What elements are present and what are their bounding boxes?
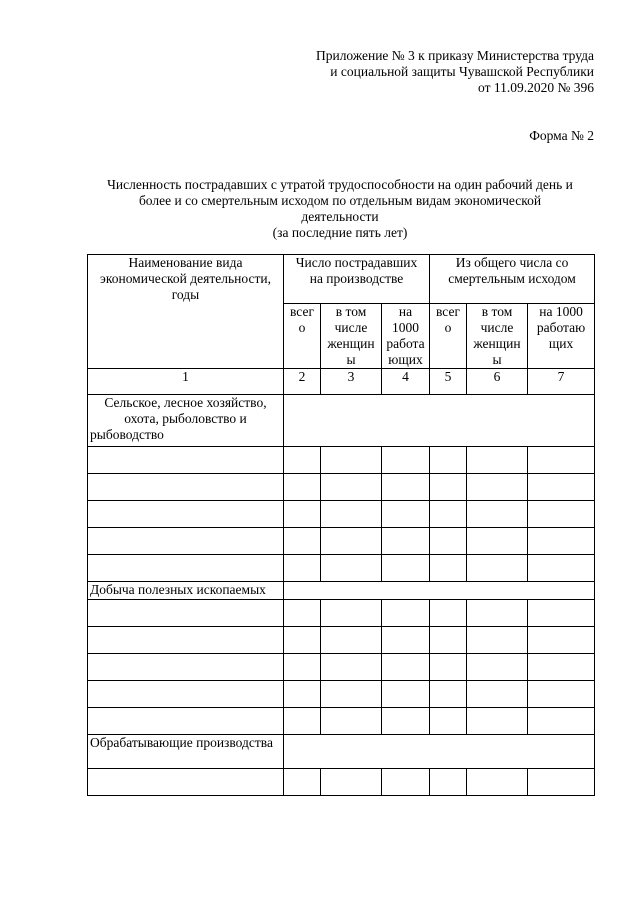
section-name: Сельское, лесное хозяйство, охота, рыболовство и рыбоводство — [88, 395, 284, 447]
section-name: Обрабатывающие производства — [88, 735, 284, 769]
title-line-3: деятельности — [301, 209, 379, 224]
subheader-fatal-per-1000: на 1000 работаю щих — [528, 304, 595, 369]
empty-cell — [467, 600, 528, 627]
empty-cell — [430, 501, 467, 528]
column-number: 7 — [528, 369, 595, 395]
form-number: Форма № 2 — [529, 128, 594, 143]
empty-cell — [467, 654, 528, 681]
empty-cell — [528, 501, 595, 528]
section-row — [88, 582, 595, 600]
empty-cell — [284, 654, 321, 681]
empty-cell — [467, 447, 528, 474]
title-line-4: (за последние пять лет) — [272, 225, 408, 240]
empty-cell — [382, 654, 430, 681]
subheader-total: всег о — [284, 304, 321, 369]
empty-cell — [430, 600, 467, 627]
empty-cell — [382, 681, 430, 708]
empty-cell — [467, 555, 528, 582]
empty-cell — [284, 681, 321, 708]
empty-cell — [382, 600, 430, 627]
header-injured-total: Число пострадавших на производстве — [284, 255, 430, 304]
column-number: 2 — [284, 369, 321, 395]
table-row — [88, 501, 595, 528]
table-row — [88, 708, 595, 735]
empty-cell — [382, 501, 430, 528]
empty-cell — [528, 708, 595, 735]
empty-cell — [528, 474, 595, 501]
subheader-fatal-total: всег о — [430, 304, 467, 369]
empty-cell — [284, 474, 321, 501]
empty-cell — [88, 681, 284, 708]
subheader-women: в том числе женщин ы — [321, 304, 382, 369]
empty-cell — [528, 600, 595, 627]
empty-cell — [88, 769, 284, 796]
empty-cell — [430, 654, 467, 681]
empty-cell — [382, 447, 430, 474]
empty-cell — [467, 528, 528, 555]
empty-cell — [430, 681, 467, 708]
empty-cell — [88, 600, 284, 627]
empty-cell — [284, 600, 321, 627]
empty-cell — [430, 528, 467, 555]
empty-cell — [430, 555, 467, 582]
empty-cell — [528, 769, 595, 796]
empty-cell — [382, 528, 430, 555]
empty-cell — [382, 555, 430, 582]
empty-cell — [88, 654, 284, 681]
empty-cell — [88, 555, 284, 582]
empty-cell — [321, 654, 382, 681]
empty-cell — [528, 627, 595, 654]
table-row — [88, 555, 595, 582]
empty-cell — [430, 627, 467, 654]
table-row — [88, 600, 595, 627]
table-row — [88, 474, 595, 501]
appendix-line-2: и социальной защиты Чувашской Республики — [330, 64, 594, 79]
empty-cell — [321, 708, 382, 735]
empty-cell — [88, 474, 284, 501]
empty-cell — [321, 474, 382, 501]
empty-cell — [284, 447, 321, 474]
empty-cell — [528, 654, 595, 681]
section-blank-cell — [284, 735, 595, 769]
empty-cell — [430, 474, 467, 501]
title-line-2: более и со смертельным исходом по отдельным видам экономической — [138, 193, 542, 208]
empty-cell — [382, 708, 430, 735]
title-line-1: Численность пострадавших с утратой трудоспособности на один рабочий день и — [107, 177, 573, 192]
empty-cell — [467, 501, 528, 528]
empty-cell — [284, 769, 321, 796]
empty-cell — [528, 555, 595, 582]
empty-cell — [321, 447, 382, 474]
column-number: 3 — [321, 369, 382, 395]
column-number: 1 — [88, 369, 284, 395]
empty-cell — [284, 528, 321, 555]
empty-cell — [321, 528, 382, 555]
header-fatal: Из общего числа со смертельным исходом — [430, 255, 595, 304]
document-title — [96, 177, 584, 241]
empty-cell — [382, 627, 430, 654]
appendix-line-3: от 11.09.2020 № 396 — [478, 80, 594, 95]
empty-cell — [88, 447, 284, 474]
column-number: 5 — [430, 369, 467, 395]
empty-cell — [321, 627, 382, 654]
subheader-per-1000: на 1000 работа ющих — [382, 304, 430, 369]
empty-cell — [467, 769, 528, 796]
empty-cell — [88, 528, 284, 555]
empty-cell — [88, 501, 284, 528]
column-number: 6 — [467, 369, 528, 395]
section-row — [88, 735, 595, 769]
empty-cell — [528, 528, 595, 555]
table-row — [88, 681, 595, 708]
section-row — [88, 395, 595, 447]
column-number: 4 — [382, 369, 430, 395]
section-blank-cell — [284, 395, 595, 447]
empty-cell — [430, 447, 467, 474]
empty-cell — [467, 474, 528, 501]
empty-cell — [430, 708, 467, 735]
empty-cell — [321, 769, 382, 796]
section-name: Добыча полезных ископаемых — [88, 582, 284, 600]
subheader-fatal-women: в том числе женщин ы — [467, 304, 528, 369]
appendix-line-1: Приложение № 3 к приказу Министерства труда — [315, 48, 594, 63]
empty-cell — [382, 769, 430, 796]
empty-cell — [284, 627, 321, 654]
empty-cell — [430, 769, 467, 796]
table-row — [88, 528, 595, 555]
table-row — [88, 769, 595, 796]
empty-cell — [467, 708, 528, 735]
empty-cell — [88, 708, 284, 735]
column-number-row — [88, 369, 595, 395]
empty-cell — [382, 474, 430, 501]
empty-cell — [528, 447, 595, 474]
appendix-header — [316, 48, 594, 96]
empty-cell — [467, 627, 528, 654]
empty-cell — [528, 681, 595, 708]
empty-cell — [321, 555, 382, 582]
section-blank-cell — [284, 582, 595, 600]
empty-cell — [321, 681, 382, 708]
empty-cell — [284, 708, 321, 735]
empty-cell — [284, 555, 321, 582]
empty-cell — [467, 681, 528, 708]
header-activity-name: Наименование вида экономической деятельности, годы — [88, 255, 284, 369]
table-row — [88, 447, 595, 474]
injury-statistics-table — [87, 254, 595, 796]
sections-body — [88, 395, 595, 796]
empty-cell — [321, 600, 382, 627]
empty-cell — [88, 627, 284, 654]
table-header-row — [88, 255, 595, 304]
empty-cell — [321, 501, 382, 528]
empty-cell — [284, 501, 321, 528]
table-row — [88, 627, 595, 654]
table-row — [88, 654, 595, 681]
